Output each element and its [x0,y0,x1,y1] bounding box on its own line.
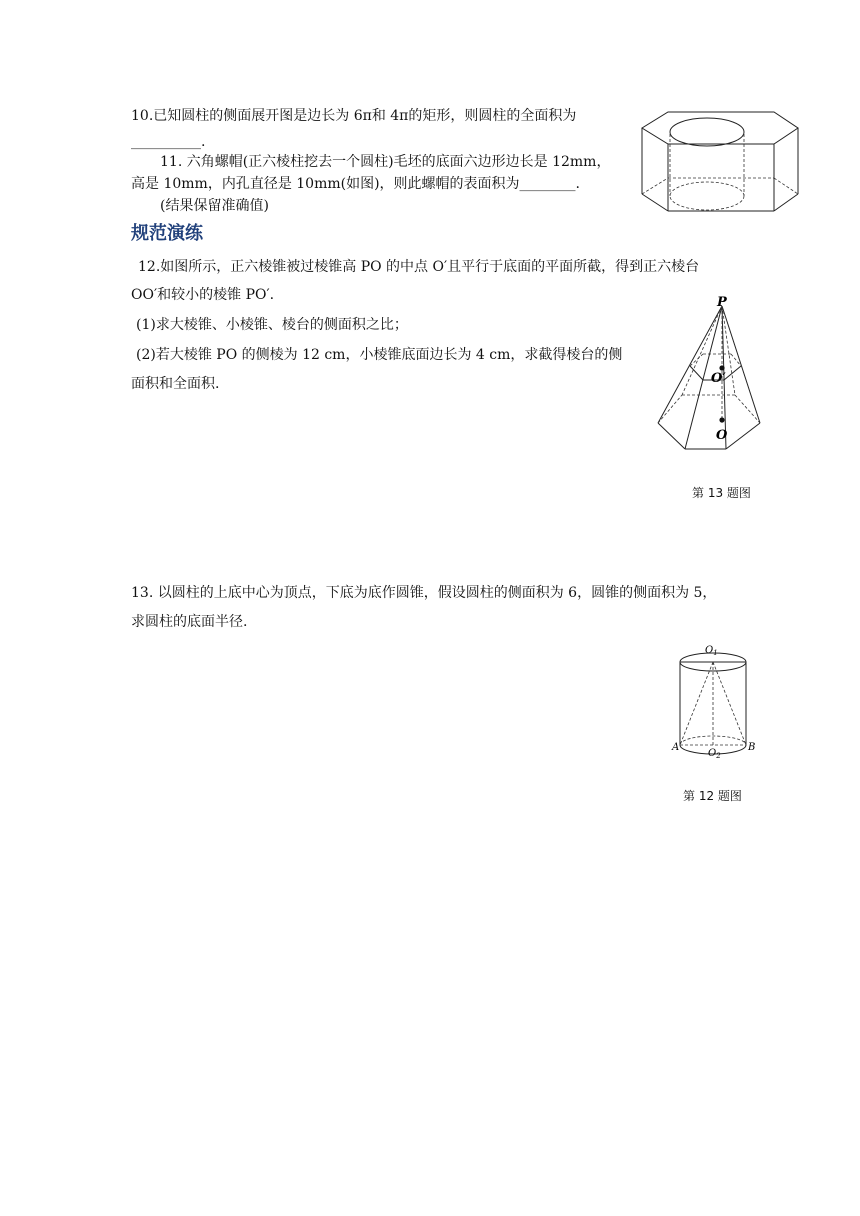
section-heading: 规范演练 [131,223,203,244]
pyramid-caption: 第 13 题图 [692,486,751,500]
hex-nut-figure [640,110,800,220]
q13-line1: 13. 以圆柱的上底中心为顶点，下底为底作圆锥，假设圆柱的侧面积为 6，圆锥的侧面积为 5， [131,585,717,601]
cylinder-cone-figure [672,642,762,762]
q12-part1: (1)求大棱锥、小棱锥、棱台的侧面积之比； [136,317,408,333]
q11-line3: (结果保留准确值) [160,198,269,214]
label-o: O [716,428,728,443]
label-b: B [748,742,756,753]
q13-line2: 求圆柱的底面半径. [131,614,248,630]
q12-part2a: (2)若大棱锥 PO 的侧棱为 12 cm，小棱锥底面边长为 4 cm，求截得棱台的侧 [136,347,623,363]
hex-pyramid-figure [655,296,765,466]
cylinder-caption: 第 12 题图 [683,789,742,803]
svg-text:O2 [708,748,721,760]
q12-part2b: 面积和全面积. [131,376,220,392]
label-o1: O [705,645,714,656]
label-o-prime: O′ [711,371,726,386]
label-p: P [717,295,727,310]
label-o2: O [708,748,717,759]
q10-line2: __________. [131,134,206,150]
q10-line1: 10.已知圆柱的侧面展开图是边长为 6π和 4π的矩形，则圆柱的全面积为 [131,108,577,124]
q11-line1: 11. 六角螺帽(正六棱柱挖去一个圆柱)毛坯的底面六边形边长是 12mm， [160,154,611,170]
label-a: A [672,742,680,753]
q11-line2: 高是 10mm，内孔直径是 10mm(如图)，则此螺帽的表面积为________. [131,176,581,192]
q12-line2: OO′和较小的棱锥 PO′. [131,287,275,303]
label-o2-sub: 2 [716,752,721,760]
svg-text:O1 [705,645,718,657]
label-o1-sub: 1 [713,649,718,657]
q12-line1: 12.如图所示，正六棱锥被过棱锥高 PO 的中点 O′且平行于底面的平面所截，得到正六棱台 [138,259,700,275]
